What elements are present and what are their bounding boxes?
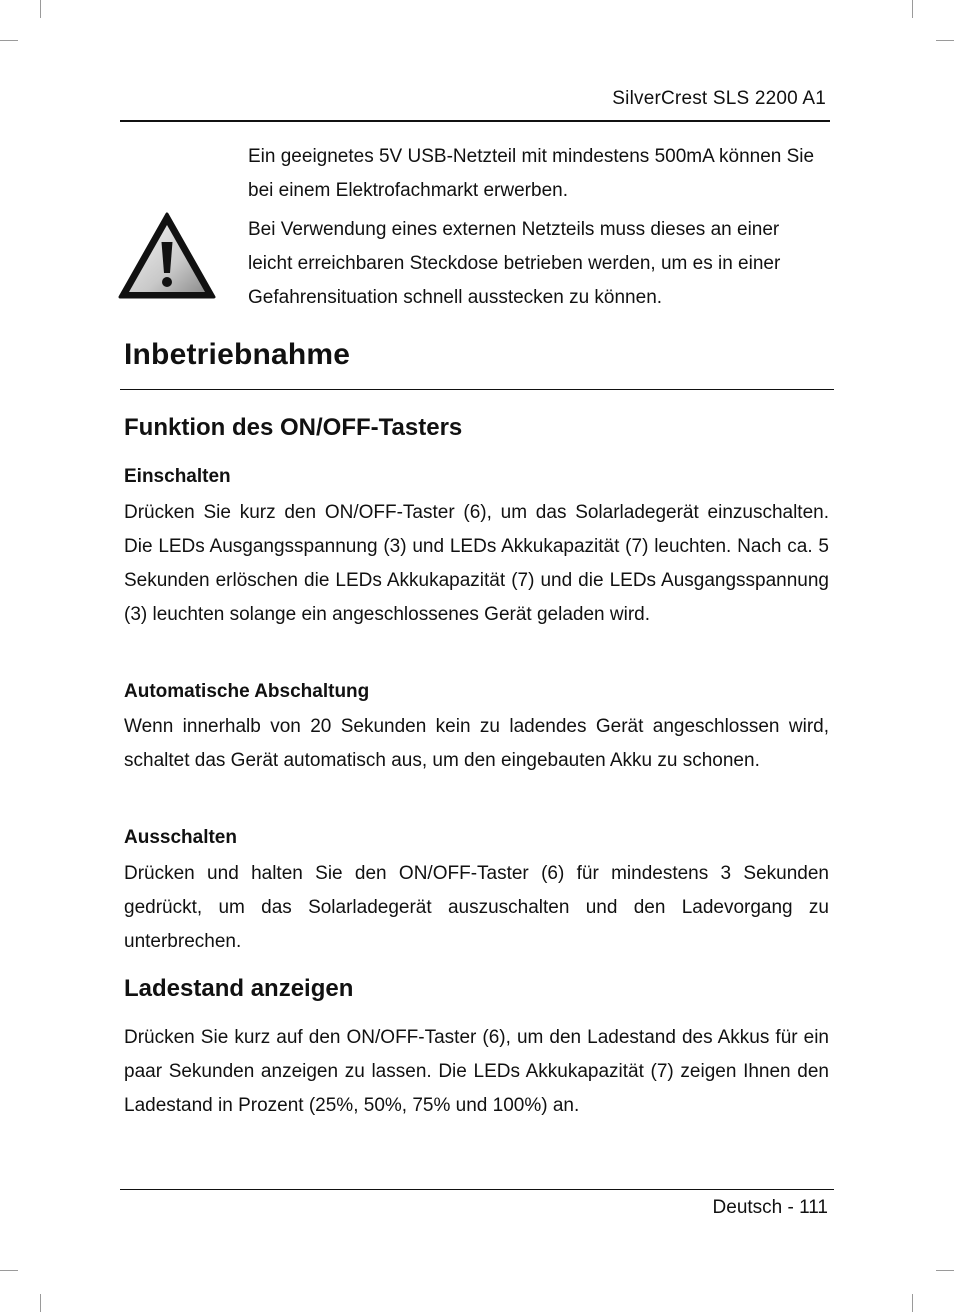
- crop-mark: [40, 1294, 41, 1312]
- subsection-title: Funktion des ON/OFF-Tasters: [124, 414, 463, 441]
- section-title: Inbetriebnahme: [124, 338, 351, 371]
- warning-triangle-icon: [118, 212, 216, 300]
- warning-paragraph: Ein geeignetes 5V USB-Netzteil mit mindestens 500mA können Sie bei einem Elektrofachmarkt erwerben.: [248, 146, 815, 201]
- crop-mark: [0, 1270, 18, 1271]
- warning-text: [248, 140, 828, 320]
- crop-mark: [912, 1294, 913, 1312]
- item-heading: Einschalten: [124, 466, 231, 487]
- section-rule: [120, 389, 834, 390]
- crop-mark: [40, 0, 41, 18]
- item-text: Wenn innerhalb von 20 Sekunden kein zu ladendes Gerät angeschlossen wird, schaltet das Gerät automatisch aus, um den eingebauten Akku zu schonen.: [124, 716, 829, 771]
- item-text: Drücken Sie kurz den ON/OFF-Taster (6), um das Solarladegerät einzuschalten. Die LEDs Ausgangsspannung (3) und LEDs Akkukapazität (7) leuchten. Nach ca. 5 Sekunden erlöschen die LEDs Akkukapazität (7) und die LEDs Ausgangsspannung (3) leuchten solange ein angeschlossenes Gerät geladen wird.: [124, 502, 829, 625]
- item-heading: Automatische Abschaltung: [124, 681, 370, 702]
- footer-rule: [120, 1189, 834, 1190]
- warning-paragraph: Bei Verwendung eines externen Netzteils muss dieses an einer leicht erreichbaren Steckdose betrieben werden, um es in einer Gefahrensituation schnell ausstecken zu können.: [248, 219, 781, 308]
- crop-mark: [0, 40, 18, 41]
- subsection-text: Drücken Sie kurz auf den ON/OFF-Taster (6), um den Ladestand des Akkus für ein paar Sekunden anzeigen zu lassen. Die LEDs Akkukapazität (7) zeigen Ihnen den Ladestand in Prozent (25%, 50%, 75% und 100%) an.: [124, 1027, 829, 1116]
- crop-mark: [912, 0, 913, 18]
- item-heading: Ausschalten: [124, 827, 237, 848]
- running-header: SilverCrest SLS 2200 A1: [612, 88, 826, 109]
- crop-mark: [936, 40, 954, 41]
- crop-mark: [936, 1270, 954, 1271]
- header-rule: [120, 120, 830, 122]
- subsection-title: Ladestand anzeigen: [124, 975, 354, 1002]
- item-text: Drücken und halten Sie den ON/OFF-Taster (6) für mindestens 3 Sekunden gedrückt, um das Solarladegerät auszuschalten und den Ladevorgang zu unterbrechen.: [124, 863, 829, 952]
- page-number: Deutsch - 111: [712, 1197, 828, 1218]
